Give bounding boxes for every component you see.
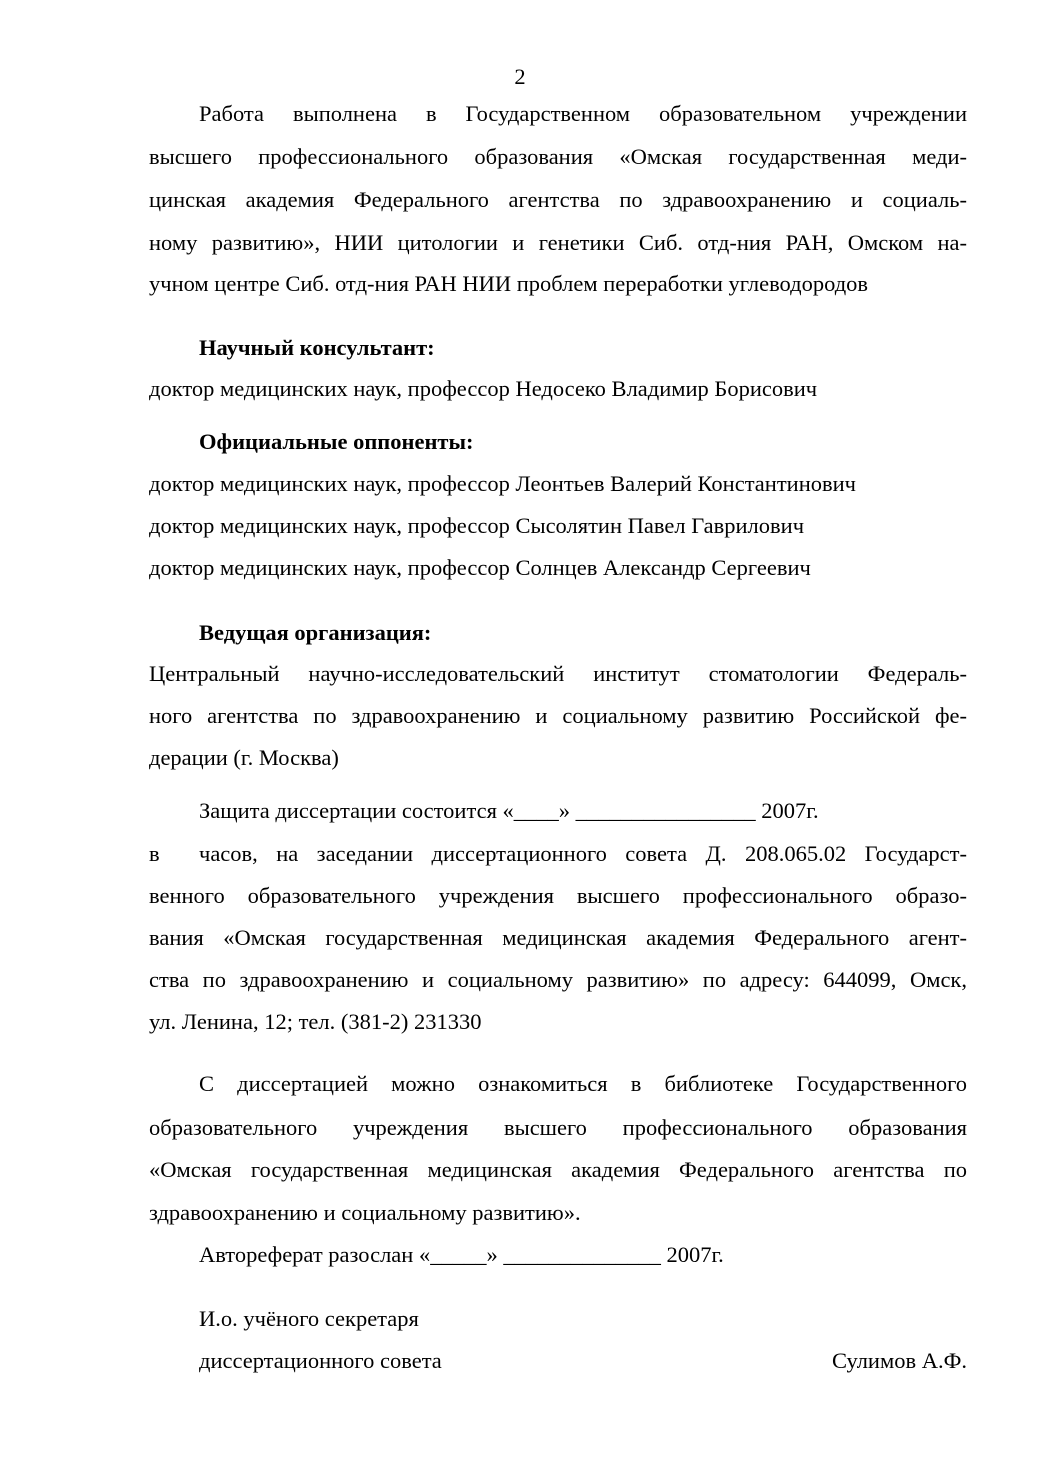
defense-line: ул. Ленина, 12; тел. (381-2) 231330 <box>149 1009 482 1034</box>
signature-name: Сулимов А.Ф. <box>832 1348 967 1373</box>
consultant-heading: Научный консультант: <box>199 335 435 360</box>
leading-org-heading: Ведущая организация: <box>199 620 432 645</box>
consultant-line: доктор медицинских наук, профессор Недосеко Владимир Борисович <box>149 376 818 401</box>
intro-line: ному развитию», НИИ цитологии и генетики Сиб. отд-ния РАН, Омском на- <box>149 230 967 255</box>
signature-row <box>199 1346 967 1376</box>
leading-org-line: ного агентства по здравоохранению и социальному развитию Российской фе- <box>149 703 967 728</box>
sent-line: Автореферат разослан «_____» ______________ 2007г. <box>199 1242 724 1267</box>
defense-line: часов, на заседании диссертационного совета Д. 208.065.02 Государст- <box>199 841 967 866</box>
library-line: С диссертацией можно ознакомиться в библиотеке Государственного <box>199 1071 967 1096</box>
signature-title: И.о. учёного секретаря <box>199 1306 419 1331</box>
leading-org-line: Центральный научно-исследовательский институт стоматологии Федераль- <box>149 661 967 686</box>
intro-line: Работа выполнена в Государственном образовательном учреждении <box>199 101 967 126</box>
defense-line: ства по здравоохранению и социальному развитию» по адресу: 644099, Омск, <box>149 967 967 992</box>
opponent-line: доктор медицинских наук, профессор Солнцев Александр Сергеевич <box>149 555 811 580</box>
library-line: образовательного учреждения высшего профессионального образования <box>149 1115 967 1140</box>
intro-line: цинская академия Федерального агентства по здравоохранению и социаль- <box>149 187 967 212</box>
opponent-line: доктор медицинских наук, профессор Леонтьев Валерий Константинович <box>149 471 856 496</box>
defense-line: вания «Омская государственная медицинская академия Федерального агент- <box>149 925 967 950</box>
signature-council: диссертационного совета <box>199 1348 442 1373</box>
intro-line: учном центре Сиб. отд-ния РАН НИИ проблем переработки углеводородов <box>149 271 869 296</box>
page-number: 2 <box>514 64 526 89</box>
opponents-heading: Официальные оппоненты: <box>199 429 474 454</box>
library-line: «Омская государственная медицинская академия Федерального агентства по <box>149 1157 967 1182</box>
intro-line: высшего профессионального образования «Омская государственная меди- <box>149 144 967 169</box>
library-line: здравоохранению и социальному развитию». <box>149 1200 581 1225</box>
opponent-line: доктор медицинских наук, профессор Сысолятин Павел Гаврилович <box>149 513 805 538</box>
defense-line: Защита диссертации состоится «____» ________________ 2007г. <box>199 798 819 823</box>
leading-org-line: дерации (г. Москва) <box>149 745 339 770</box>
defense-prefix: в <box>149 841 160 866</box>
defense-line: венного образовательного учреждения высшего профессионального образо- <box>149 883 967 908</box>
